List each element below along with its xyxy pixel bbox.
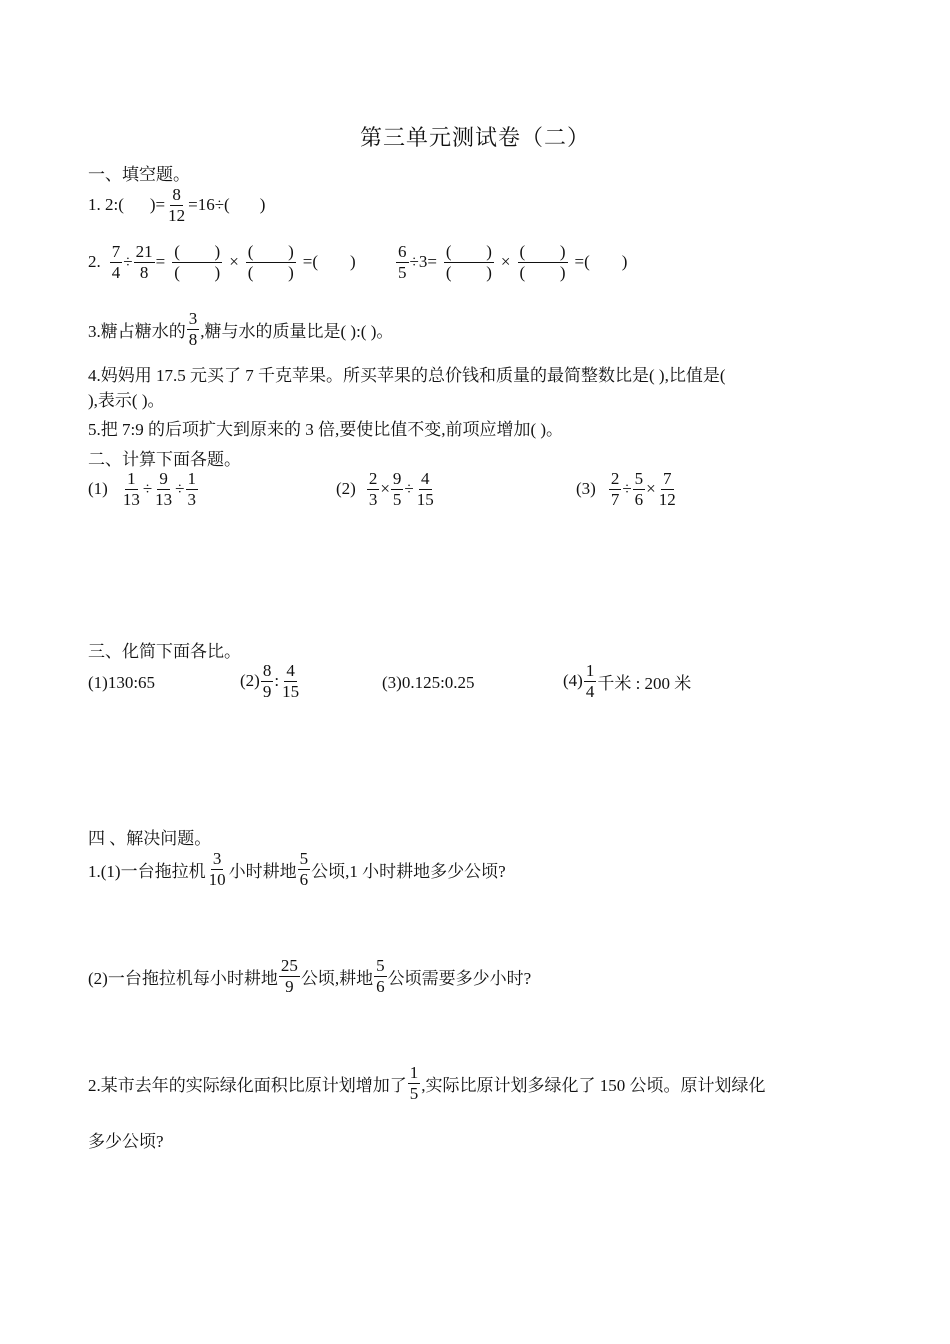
q1-mid: )= <box>149 195 166 215</box>
ratio-item-4: (4) $\frac{1}{4}$ 千米 : 200 米 <box>563 661 692 701</box>
q2-fraction-b: $\frac{21}{8}$ <box>135 242 153 282</box>
q2-close: ) <box>350 252 356 272</box>
q2-times: × <box>229 252 239 272</box>
section1-heading: 一、填空题。 <box>88 165 190 184</box>
calc-item-2: (2) $\frac{2}{3}$ × $\frac{9}{5}$ ÷ $\frac{4}{15}$ <box>336 469 434 509</box>
q1-end: ) <box>259 195 266 215</box>
q2-equals-2: =( <box>302 252 319 272</box>
q2-equals: = <box>155 252 166 272</box>
q2-divide: ÷ <box>123 252 133 272</box>
question-1-2b <box>395 243 627 282</box>
q2-fraction-c: $\frac{6}{5}$ <box>398 242 407 282</box>
q3-prefix: 3.糖占糖水的 <box>88 321 186 341</box>
ratio-item-3: (3)0.125:0.25 <box>382 673 475 692</box>
question-1-4-line2: ),表示( )。 <box>88 391 165 410</box>
q2-c-after: ÷3= <box>409 252 437 272</box>
problem-2: 2.某市去年的实际绿化面积比原计划增加了 $\frac{1}{5}$ ,实际比原计划多绿化了 150 公顷。原计划绿化 <box>88 1063 766 1103</box>
calc-item-1: (1) $\frac{1}{13}$ ÷ $\frac{9}{13}$ ÷ $\frac{1}{3}$ <box>88 469 197 509</box>
section4-heading: 四 、解决问题。 <box>88 829 212 848</box>
calc-item-3: (3) $\frac{2}{7}$ ÷ $\frac{5}{6}$ × $\frac{7}{12}$ <box>576 469 676 509</box>
question-1-1 <box>88 186 265 225</box>
problem-1-1: 1.(1)一台拖拉机 $\frac{3}{10}$ 小时耕地 $\frac{5}{6}$ 公顷,1 小时耕地多少公顷? <box>88 849 506 889</box>
q2-equals-3: =( <box>574 252 590 272</box>
page-title: 第三单元测试卷（二） <box>359 125 590 150</box>
q2-blank-fraction-2[interactable]: ( ) ( ) <box>247 242 294 282</box>
section2-heading: 二、计算下面各题。 <box>88 450 241 469</box>
question-1-2 <box>88 243 356 282</box>
q1-fraction: $\frac{8}{12}$ <box>168 185 186 225</box>
ratio-item-1: (1)130:65 <box>88 673 156 692</box>
q2-blank-fraction-1[interactable]: ( ) ( ) <box>174 242 221 282</box>
q2-fraction-a: $\frac{7}{4}$ <box>111 242 121 282</box>
q3-after: ,糖与水的质量比是( ):( )。 <box>200 321 394 341</box>
section3-heading: 三、化简下面各比。 <box>88 642 241 661</box>
q1-prefix: 1. 2:( <box>88 195 124 215</box>
q2-prefix: 2. <box>88 252 101 272</box>
q2-blank-fraction-4[interactable]: ( ) ( ) <box>519 242 566 282</box>
question-1-5: 5.把 7:9 的后项扩大到原来的 3 倍,要使比值不变,前项应增加( )。 <box>88 420 564 439</box>
q2-close-2: ) <box>621 252 628 272</box>
question-1-4-line1: 4.妈妈用 17.5 元买了 7 千克苹果。所买苹果的总价钱和质量的最简整数比是( ),比值是( <box>88 366 726 385</box>
question-1-3 <box>88 310 393 349</box>
q3-fraction: $\frac{3}{8}$ <box>188 309 198 349</box>
problem-1-2: (2)一台拖拉机每小时耕地 $\frac{25}{9}$ 公顷,耕地 $\frac{5}{6}$ 公顷需要多少小时? <box>88 956 532 996</box>
q2-blank-fraction-3[interactable]: ( ) ( ) <box>445 242 492 282</box>
ratio-item-2: (2) $\frac{8}{9}$ : $\frac{4}{15}$ <box>240 661 300 701</box>
problem-2-line2: 多少公顷? <box>88 1132 164 1151</box>
q1-after: =16÷( <box>188 195 230 215</box>
q2-times-2: × <box>500 252 511 272</box>
